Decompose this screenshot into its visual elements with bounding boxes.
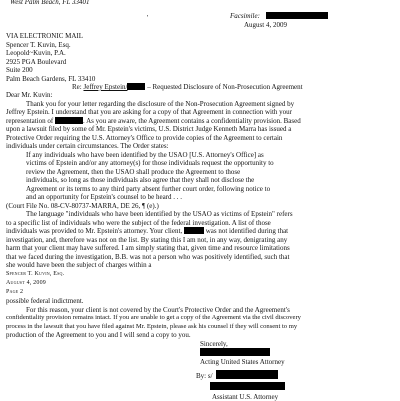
body-line: investigation, and, therefore was not on the list. By stating this I am not, in any way, denigrating any — [6, 236, 288, 244]
re-line — [72, 83, 303, 91]
redaction-block — [210, 382, 285, 390]
body-text: individuals was provided to Mr. Epstein's attorney. Your client, — [6, 227, 183, 235]
body-line: Thank you for your letter regarding the disclosure of the Non-Prosecution Agreement signed by — [26, 100, 295, 108]
body-line: she would have been the subject of charges within a — [6, 261, 152, 269]
facsimile-line — [230, 12, 328, 20]
signer-redaction — [210, 382, 285, 391]
recipient-line: 2925 PGA Boulevard — [6, 58, 67, 66]
quote-line: Agreement or its terms to any third party absent further court order, following notice to — [26, 185, 271, 193]
body-text: representation of — [6, 117, 54, 125]
redaction-block — [216, 370, 278, 379]
recipient-line: Palm Beach Gardens, FL 33410 — [6, 75, 96, 83]
quote-line: If any individuals who have been identified by the USAO [U.S. Attorney's Office] as — [26, 151, 264, 159]
closing-title: Acting United States Attorney — [200, 358, 285, 366]
body-line: Jeffrey Epstein. I understand that you are asking for a copy of that Agreement in connection with your — [6, 108, 293, 116]
body-line: individuals under certain circumstances. The Order states: — [6, 142, 169, 150]
closing-by: By: s/ — [196, 372, 213, 380]
body-line: Protective Order requiring the U.S. Attorney's Office to provide copies of the Agreement to certain — [6, 134, 283, 142]
redaction-block — [55, 117, 83, 124]
re-subject: – Requested Disclosure of Non-Prosecution Agreement — [145, 83, 303, 91]
body-line: process in the lawsuit that you have filed against Mr. Epstein, please ask his counsel if they will consent to my — [6, 323, 298, 330]
salutation: Dear Mr. Kuvin: — [6, 91, 53, 99]
citation: (Court File No. 08-CV-80737-MARRA, DE 26, ¶ (e).) — [6, 202, 159, 210]
redaction-block — [127, 83, 145, 90]
body-line: harm that your client may have suffered. I am simply stating that, given time and resource limitations — [6, 244, 290, 252]
closing-assistant: Assistant U.S. Attorney — [212, 393, 279, 401]
closing-by-line — [196, 370, 278, 380]
letter-date: August 4, 2009 — [244, 21, 287, 29]
body-text: was not identified during that — [205, 227, 289, 235]
recipient-line: Suite 200 — [6, 66, 33, 74]
body-line: to a specific list of individuals who were the subject of the federal investigation. A list of those — [6, 219, 271, 227]
body-line — [6, 117, 301, 125]
body-line: confidentiality provision remains intact. If you are unable to get a copy of the Agreement via the civil discovery — [6, 314, 301, 321]
redaction-block — [184, 227, 204, 234]
page-header-date: August 4, 2009 — [6, 280, 46, 286]
quote-line: individuals, so long as those individuals also agree that they shall not disclose the — [26, 176, 255, 184]
body-line: upon a lawsuit filed by some of Mr. Epstein's victims, U.S. District Judge Kenneth Marra has issued a — [6, 125, 292, 133]
body-text: . As you are aware, the Agreement contains a confidentiality provision. Based — [82, 117, 301, 125]
body-line: production of the Agreement to you and I will send a copy to you. — [6, 331, 191, 339]
recipient-line: Spencer T. Kuvin, Esq. — [6, 41, 71, 49]
body-line: possible federal indictment. — [6, 297, 84, 305]
facsimile-label: Facsimile: — [230, 12, 260, 20]
closing-sincerely: Sincerely, — [200, 340, 228, 348]
quote-line: and an opportunity for Epstein's counsel to be heard . . . — [26, 193, 183, 201]
body-line — [6, 227, 288, 235]
letterhead-address: West Palm Beach, FL 33401 — [10, 0, 90, 6]
body-line: The language "individuals who have been identified by the USAO as victims of Epstein" refers — [26, 210, 293, 218]
quote-line: victims of Epstein and/or any attorney(s) for those individuals request the opportunity to — [26, 159, 274, 167]
body-line: For this reason, your client is not covered by the Court's Protective Order and the Agreement's — [26, 306, 290, 314]
re-name: Jeffrey Epstein/ — [83, 83, 128, 91]
letterhead-tick: ' — [147, 14, 149, 22]
redaction-block — [200, 348, 270, 356]
signature-redaction — [200, 348, 270, 357]
recipient-line: Leopold~Kuvin, P.A. — [6, 49, 66, 57]
re-prefix: Re: — [72, 83, 82, 91]
redaction-block — [266, 12, 328, 19]
body-line: that we faced during the investigation, B.B. was not a person who was positively identified, such that — [6, 253, 290, 261]
page-header-page: Page 2 — [6, 289, 24, 295]
quote-line: review the Agreement, then the USAO shall produce the Agreement to those — [26, 168, 241, 176]
page-header-recipient: Spencer T. Kuvin, Esq. — [6, 271, 65, 277]
delivery-method: VIA ELECTRONIC MAIL — [6, 32, 83, 40]
